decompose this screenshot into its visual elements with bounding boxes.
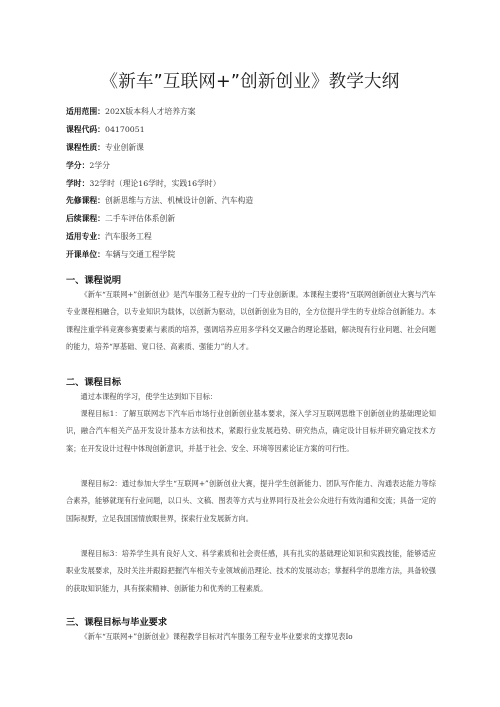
meta-row-department (66, 246, 446, 264)
meta-value: 二手车评估体系创新 (104, 214, 176, 224)
meta-value: 专业创新课 (104, 142, 144, 152)
section-heading-course-description: 一、课程说明 (66, 275, 122, 286)
meta-value: 汽车服务工程 (104, 232, 152, 242)
meta-value: 2学分 (89, 160, 110, 170)
meta-label: 课程性质： (66, 142, 105, 152)
objective-2-paragraph: 课程目标2：通过参加大学生“互联网+”创新创业大赛，提升学生创新能力、团队写作能力、沟通表达能力等综合素养，能够就现有行业问题，以口头、文稿、图表等方式与业界同行及社会公众进行有效沟通和交流；具备一定的国际视野，立足我国国情放眼世界，探索行业发展新方向。 (66, 479, 436, 523)
course-description-paragraph: 《新车“互联网+”创新创业》是汽车服务工程专业的一门专业创新课。本课程主要将“互联网创新创业大赛与汽车专业课程相融合，以专业知识为载体，以创新为驱动，以创新创业为目的，全方位提升学生的专业综合创新能力。本课程注重学科竞赛参赛要素与素质的培养，强调培养应用多学科交叉融合的理论基础，解决现有行业问题、社会问题的能力，培养“厚基础、宽口径、高素质、强能力”的人才。 (66, 290, 436, 351)
meta-value: 创新思维与方法、机械设计创新、汽车构造 (104, 196, 254, 206)
meta-label: 课程代码： (66, 124, 105, 134)
meta-row-major (66, 228, 446, 246)
meta-row-prerequisites (66, 192, 446, 210)
section-heading-course-objectives: 二、课程目标 (66, 377, 122, 388)
meta-label: 适用专业： (66, 232, 105, 242)
meta-row-followup (66, 210, 446, 228)
meta-label: 适用范围： (66, 107, 105, 116)
meta-row-credits (66, 157, 446, 175)
meta-value: 车辆与交通工程学院 (104, 250, 176, 260)
meta-row-nature (66, 139, 446, 157)
document-title: 《新车”互联网+”创新创业》教学大纲 (100, 72, 400, 92)
meta-label: 开课单位： (66, 250, 105, 260)
course-info-block (66, 103, 446, 264)
meta-row-scope (66, 103, 446, 121)
meta-value: 04170051 (104, 124, 145, 134)
objectives-intro-paragraph: 通过本课程的学习，使学生达到如下目标： (80, 392, 218, 401)
meta-value: 32学时（理论16学时，实践16学时） (89, 178, 221, 188)
meta-row-code (66, 121, 446, 139)
section-heading-objectives-requirements: 三、课程目标与毕业要求 (66, 617, 168, 628)
meta-row-hours (66, 175, 446, 193)
objectives-requirements-paragraph: 《新车“互联网+”创新创业》课程教学目标对汽车服务工程专业毕业要求的支撑见表Io (80, 632, 353, 641)
meta-label: 先修课程： (66, 196, 105, 206)
meta-value: 202X版本科人才培养方案 (104, 107, 196, 116)
meta-label: 学时： (66, 178, 90, 188)
meta-label: 学分： (66, 160, 90, 170)
objective-1-paragraph: 课程目标1：了解互联网志下汽车后市场行业创新创业基本要求，深入学习互联网思维下创新创业的基础理论知识，融合汽车相关产品开发设计基本方法和技术，紧跟行业发展趋势、研究热点，确定设计目标并研究确定技术方案；在开发设计过程中体现创新意识，并基于社会、安全、环境等因素论证方案的可行性。 (66, 409, 436, 453)
meta-label: 后续课程： (66, 214, 105, 224)
objective-3-paragraph: 课程目标3：培养学生具有良好人文、科学素质和社会责任感，具有扎实的基础理论知识和实践技能，能够适应职业发展要求，及时关注并跟踪把握汽车相关专业领域前沿理论、技术的发展动态；掌握科学的思维方法，具备较强的获取知识能力，具有探索精神、创新能力和优秀的工程素质。 (66, 549, 436, 593)
